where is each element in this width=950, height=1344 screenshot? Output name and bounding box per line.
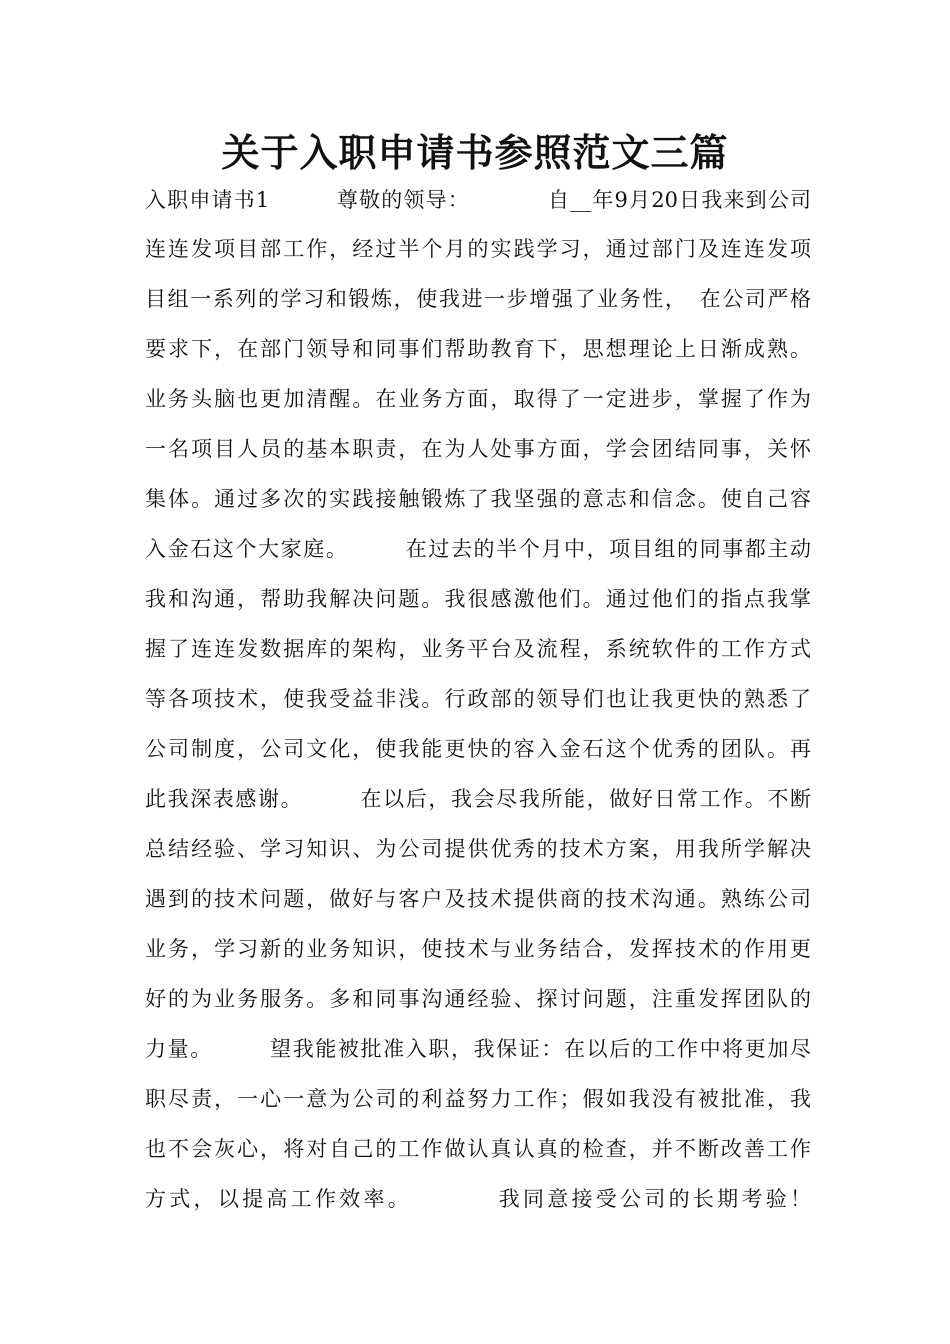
body-line: 要求下，在部门领导和同事们帮助教育下，思想理论上日渐成熟。: [145, 337, 811, 361]
body-line: 也不会灰心，将对自己的工作做认真认真的检查，并不断改善工作: [145, 1137, 811, 1161]
body-line: 总结经验、学习知识、为公司提供优秀的技术方案，用我所学解决: [145, 837, 811, 861]
body-line: 入金石这个大家庭。 在过去的半个月中，项目组的同事都主动: [145, 537, 811, 561]
body-line: 我和沟通，帮助我解决问题。我很感激他们。通过他们的指点我掌: [145, 587, 811, 611]
body-line: 方式，以提高工作效率。 我同意接受公司的长期考验！: [145, 1187, 811, 1211]
body-line: 力量。 望我能被批准入职，我保证：在以后的工作中将更加尽: [145, 1037, 811, 1061]
body-line: 业务，学习新的业务知识，使技术与业务结合，发挥技术的作用更: [145, 937, 811, 961]
body-line: 集体。通过多次的实践接触锻炼了我坚强的意志和信念。使自己容: [145, 487, 811, 511]
body-line: 握了连连发数据库的架构，业务平台及流程，系统软件的工作方式: [145, 637, 811, 661]
body-line: 一名项目人员的基本职责，在为人处事方面，学会团结同事，关怀: [145, 437, 811, 461]
body-line: 连连发项目部工作，经过半个月的实践学习，通过部门及连连发项: [145, 237, 811, 261]
body-line: 业务头脑也更加清醒。在业务方面，取得了一定进步，掌握了作为: [145, 387, 811, 411]
body-line: 公司制度，公司文化，使我能更快的容入金石这个优秀的团队。再: [145, 737, 811, 761]
body-line: 遇到的技术问题，做好与客户及技术提供商的技术沟通。熟练公司: [145, 887, 811, 911]
body-line: 等各项技术，使我受益非浅。行政部的领导们也让我更快的熟悉了: [145, 687, 811, 711]
document-title: 关于入职申请书参照范文三篇: [221, 131, 729, 175]
body-line: 入职申请书1 尊敬的领导： 自__年9月20日我来到公司: [145, 188, 811, 212]
body-line: 好的为业务服务。多和同事沟通经验、探讨问题，注重发挥团队的: [145, 987, 811, 1011]
body-line: 职尽责，一心一意为公司的利益努力工作；假如我没有被批准，我: [145, 1087, 811, 1111]
body-line: 此我深表感谢。 在以后，我会尽我所能，做好日常工作。不断: [145, 787, 811, 811]
body-line: 目组一系列的学习和锻炼，使我进一步增强了业务性， 在公司严格: [145, 287, 811, 311]
